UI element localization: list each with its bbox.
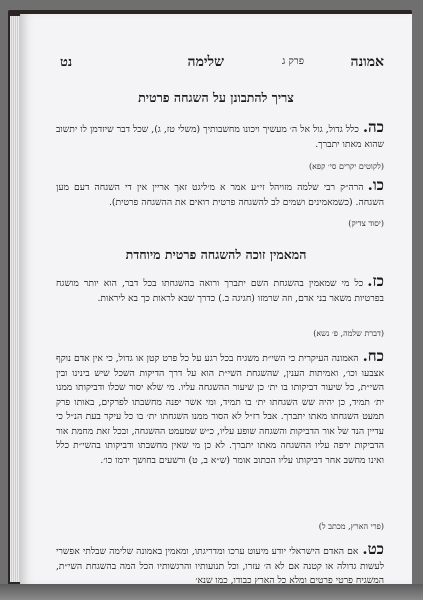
paragraph-number: כה. <box>362 118 384 136</box>
paragraph-text: האמונה העיקרית כי השי״ת משגיח בכל רגע על כל פרט קטן או גדול, כי אין אדם נוקף אצבעו וכו׳, ואמיתות הענין, שהשגחת השי״ת הוא על דרך הדיקות השכל שיש בינינו ובין השי״ת, כל שיעור דביקותו בו ית׳ כן שיעור ההשגחה עליו. מי שלא יסור שכלו ודביקותו ממנו ית׳ תמיד, כן יהיה שש השגחתו ית׳ בו תמיד, ומי אשר יפנה מחשבתו לפרקים, באותו פרק תמעט השגחתו מאתו יתברך. אבל רז״ל לא הסור ממנו השגחתו ית׳ בו כל עיקר בעת הנ״ל כי עדיין הנד של אור הדביקות והשגחה שופע עליו, כ״ש שמעמט ההשגחה, ובכל זאת מחמת אור הדביקות ירפה עליו ההשגחה מאתו יתברך. לא כן מי שאין מחשבתו ודביקותו בהשי״ת כלל ואינו מחשב אחר דביקותו עליו הכתוב אומר (ש״א ב, ט) ורשעים בחושך ידמו כו׳. <box>56 353 384 466</box>
header-chapter: פרק ג <box>282 56 304 67</box>
paragraph-text: כל מי שמאמין בהשגחת השם יתברך ורואה בהשגחתו בכל דבר, הוא יותר מושגח בפרטיות משאר בני אדם, וזה שרמזו (חגיגה ב.) כדרך שבא לראות כך בא ליראות. <box>56 278 384 304</box>
paragraph-text: כלל גדול, גול אל ה׳ מעשיך ויכונו מחשבותיך (משלי טז, ג), שכל דבר שיזדמן לו יתשוב שהוא מאתו יתברך. <box>56 124 384 150</box>
table-surface <box>0 584 423 600</box>
source-citation: (לקוטים יקרים סי׳ קפא) <box>308 162 384 171</box>
paragraph-number: כז. <box>367 272 384 290</box>
paragraph <box>56 178 384 210</box>
book-page <box>20 14 412 584</box>
running-header <box>60 54 384 74</box>
paragraph-number: כח. <box>362 347 384 365</box>
paragraph <box>56 349 384 468</box>
source-citation: (יסוד צדיק) <box>348 219 384 228</box>
page-number: נט <box>60 55 73 70</box>
paragraph-number: כו. <box>367 176 384 194</box>
section-heading: המאמין זוכה להשגחה פרטית מיוחדת <box>125 247 307 262</box>
paragraph-text: אם האדם הישראלי יודע מיעוט ערכו ומדריגתו, ומאמין באמונה שלימה שבלתי אפשרי לעשות גדולה או קטנה אם לא ה׳ עזרו, וכל תנועותיו והרגשותיו הכל המה בהשגחת השי״ת, המשגיח פרטי פרטים ומלא כל הארץ כבודו, כמו שנא׳ <box>56 546 384 584</box>
paragraph-number: כט. <box>362 540 384 558</box>
section-heading: צריך להתבונן על השגחה פרטית <box>138 90 294 105</box>
paragraph <box>56 542 384 584</box>
source-citation: (פרי הארץ, מכתב ל) <box>318 522 384 531</box>
paragraph <box>56 274 384 306</box>
paragraph <box>56 120 384 152</box>
source-citation: (דברת שלמה, פ׳ נשא) <box>313 329 384 338</box>
header-title: שלימה <box>187 54 224 70</box>
paragraph-text: הרה״ק רבי שלמה מזויהל זי״ע אמר א מ׳ליגט זאך אריין אין די השגחה דעם מען השגחה. (כשמאמינים ושמים לב להשגחה פרטית רואים את ההשגחה פרטית). <box>56 182 384 208</box>
header-book-name: אמונה <box>350 54 384 70</box>
